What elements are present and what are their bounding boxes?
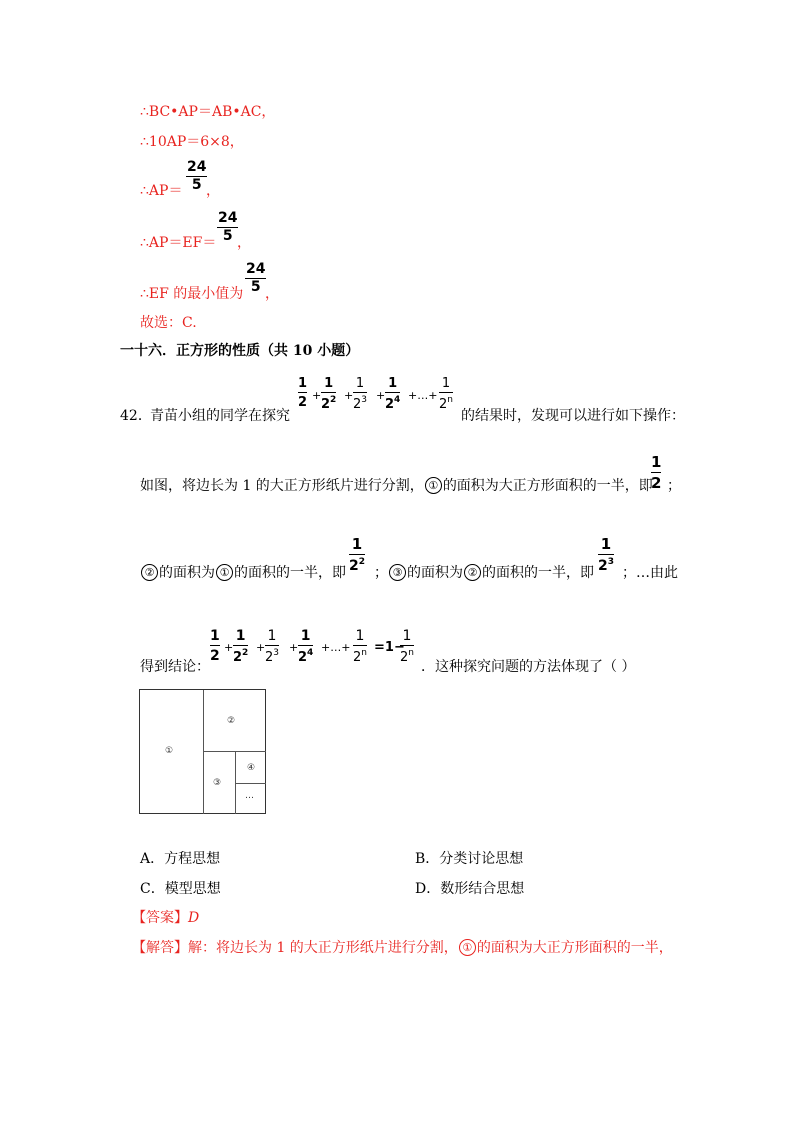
term-base: 2: [321, 397, 331, 412]
fraction-numerator: 24: [187, 159, 207, 175]
term-den: 2: [651, 474, 662, 492]
term-base: 2: [598, 558, 608, 574]
term-num: 1: [265, 629, 279, 646]
question-line-4-before: 得到结论：: [140, 659, 210, 675]
term-den: [385, 393, 400, 411]
option-d[interactable]: D．数形结合思想: [415, 881, 525, 897]
term-exp: 2: [358, 557, 366, 567]
term-base: 2: [439, 397, 448, 412]
term-num: 1: [349, 537, 365, 555]
solution-line-2: ∴10AP＝6×8，: [140, 134, 244, 150]
circled-1: ①: [459, 939, 476, 956]
fraction-24-over-5: [245, 262, 266, 294]
divider-line: [203, 690, 204, 814]
solution-line-4-suffix: ，: [237, 235, 251, 251]
conclusion-term-4: [298, 629, 313, 664]
line-3-text: ；: [374, 565, 388, 581]
question-number: 42．: [120, 408, 152, 424]
fraction-24-over-5: [217, 211, 238, 243]
plus-sign: +: [256, 641, 266, 654]
line-3-text: 的面积为: [159, 565, 215, 581]
fraction-denominator: 5: [191, 177, 202, 193]
term-num: 1: [439, 377, 453, 393]
plus-sign: +: [224, 641, 234, 654]
fraction-24-over-5: [186, 160, 207, 192]
answer-label: 【答案】: [132, 910, 188, 926]
analysis-text: 解：将边长为 1 的大正方形纸片进行分割，: [188, 940, 458, 956]
divider-line: [235, 783, 266, 784]
plus-sign: +: [344, 389, 354, 402]
term-exp: n: [408, 648, 414, 658]
circled-1: ①: [425, 477, 442, 494]
term-num: 1: [400, 629, 414, 646]
term-exp: 3: [607, 557, 615, 567]
term-num: 1: [598, 537, 614, 555]
fraction-1-over-2: [651, 455, 661, 491]
term-den: [298, 646, 313, 664]
term-exp: 4: [394, 395, 401, 405]
conclusion-rhs-fraction: [400, 629, 414, 664]
term-exp: 4: [307, 648, 314, 658]
fraction-1-over-2-cubed: [598, 537, 614, 573]
option-a[interactable]: A．方程思想: [140, 851, 221, 867]
question-line-3-after: ；…由此: [622, 565, 678, 581]
term-exp: n: [361, 648, 367, 658]
line-3-text: 的面积为: [407, 565, 463, 581]
option-c[interactable]: C．模型思想: [140, 881, 221, 897]
fraction-denominator: 5: [250, 279, 261, 295]
question-line-2: [140, 475, 653, 495]
line-2-text: 的面积为大正方形面积的一半，即: [442, 478, 653, 494]
series-term-3: [353, 377, 367, 411]
term-base: 2: [353, 650, 362, 665]
circled-2: ②: [141, 564, 158, 581]
region-label-1: ①: [165, 746, 174, 756]
term-base: 2: [298, 650, 308, 665]
analysis-label: 【解答】: [132, 940, 188, 956]
fraction-numerator: 24: [246, 261, 266, 277]
solution-line-1: ∴BC•AP＝AB•AC，: [140, 104, 276, 120]
question-line-1-before: 青苗小组的同学在探究: [150, 408, 290, 424]
region-label-2: ②: [227, 716, 236, 726]
term-den: [353, 646, 367, 664]
equals-one-minus: =1−: [374, 640, 405, 655]
term-num: 1: [385, 377, 400, 393]
term-num: 1: [298, 629, 313, 646]
solution-line-6: 故选：C.: [140, 315, 197, 331]
term-num: 1: [353, 629, 367, 646]
term-den: [321, 393, 336, 411]
term-den: [265, 646, 279, 664]
circled-1: ①: [216, 564, 233, 581]
line-3-text: 的面积的一半，即: [234, 565, 346, 581]
analysis-text: 的面积为大正方形面积的一半，: [476, 940, 673, 956]
term-num: 1: [353, 377, 367, 393]
term-den: [400, 646, 414, 664]
solution-line-4: ∴AP＝EF＝: [140, 235, 217, 251]
answer-line: [132, 907, 199, 927]
term-den: [349, 555, 365, 573]
conclusion-term-2: [233, 629, 248, 664]
fraction-denominator: 5: [222, 228, 233, 244]
term-den: [598, 555, 614, 573]
series-term-1: [298, 377, 307, 409]
question-line-2-after: ；: [667, 478, 681, 494]
term-num: 1: [233, 629, 248, 646]
term-base: 2: [400, 650, 409, 665]
conclusion-term-n: [353, 629, 367, 664]
term-num: 1: [210, 628, 220, 644]
term-base: 2: [385, 397, 395, 412]
answer-value: D: [188, 910, 200, 926]
ellipsis-plus: +…+: [321, 641, 351, 654]
term-den: [353, 393, 367, 411]
question-line-3: [140, 562, 346, 582]
region-label-more: …: [245, 791, 254, 801]
term-num: 1: [651, 453, 662, 471]
term-exp: 2: [242, 648, 249, 658]
line-2-text: 如图，将边长为 1 的大正方形纸片进行分割，: [140, 478, 424, 494]
question-line-4-after: ．这种探究问题的方法体现了（ ）: [421, 659, 636, 675]
fraction-numerator: 24: [218, 210, 238, 226]
solution-line-3-suffix: ，: [206, 183, 220, 199]
term-exp: n: [447, 395, 453, 405]
section-heading: 一十六．正方形的性质（共 10 小题）: [120, 343, 360, 359]
region-label-3: ③: [213, 778, 222, 788]
region-label-4: ④: [247, 763, 256, 773]
option-b[interactable]: B．分类讨论思想: [415, 851, 524, 867]
solution-line-5-suffix: ，: [265, 286, 279, 302]
solution-line-3: [140, 180, 182, 200]
solution-line-3-prefix: ∴AP＝: [140, 183, 183, 199]
term-den: 2: [298, 395, 308, 410]
plus-sign: +: [312, 389, 322, 402]
term-den: 2: [210, 648, 220, 664]
plus-sign: +: [376, 389, 386, 402]
term-num: 1: [298, 376, 308, 391]
term-base: 2: [349, 558, 359, 574]
question-line-1-after: 的结果时，发现可以进行如下操作：: [461, 408, 685, 424]
analysis-line: [132, 937, 673, 957]
conclusion-term-3: [265, 629, 279, 664]
ellipsis-plus: +…+: [408, 389, 438, 402]
term-base: 2: [353, 397, 362, 412]
term-exp: 3: [361, 395, 368, 405]
term-exp: 2: [330, 395, 337, 405]
conclusion-term-1: [210, 629, 220, 663]
circled-2: ②: [464, 564, 481, 581]
fraction-1-over-2-squared: [349, 537, 365, 573]
solution-line-5: ∴EF 的最小值为: [140, 286, 244, 302]
question-line-3-mid: [374, 562, 594, 582]
circled-3: ③: [389, 564, 406, 581]
term-exp: 3: [273, 648, 280, 658]
term-num: 1: [321, 377, 336, 393]
series-term-n: [439, 377, 453, 411]
plus-sign: +: [289, 641, 299, 654]
term-base: 2: [265, 650, 274, 665]
line-3-text: 的面积的一半，即: [482, 565, 594, 581]
series-term-2: [321, 377, 336, 411]
term-base: 2: [233, 650, 243, 665]
term-den: [233, 646, 248, 664]
term-den: [439, 393, 453, 411]
square-division-diagram: [139, 689, 266, 814]
series-term-4: [385, 377, 400, 411]
